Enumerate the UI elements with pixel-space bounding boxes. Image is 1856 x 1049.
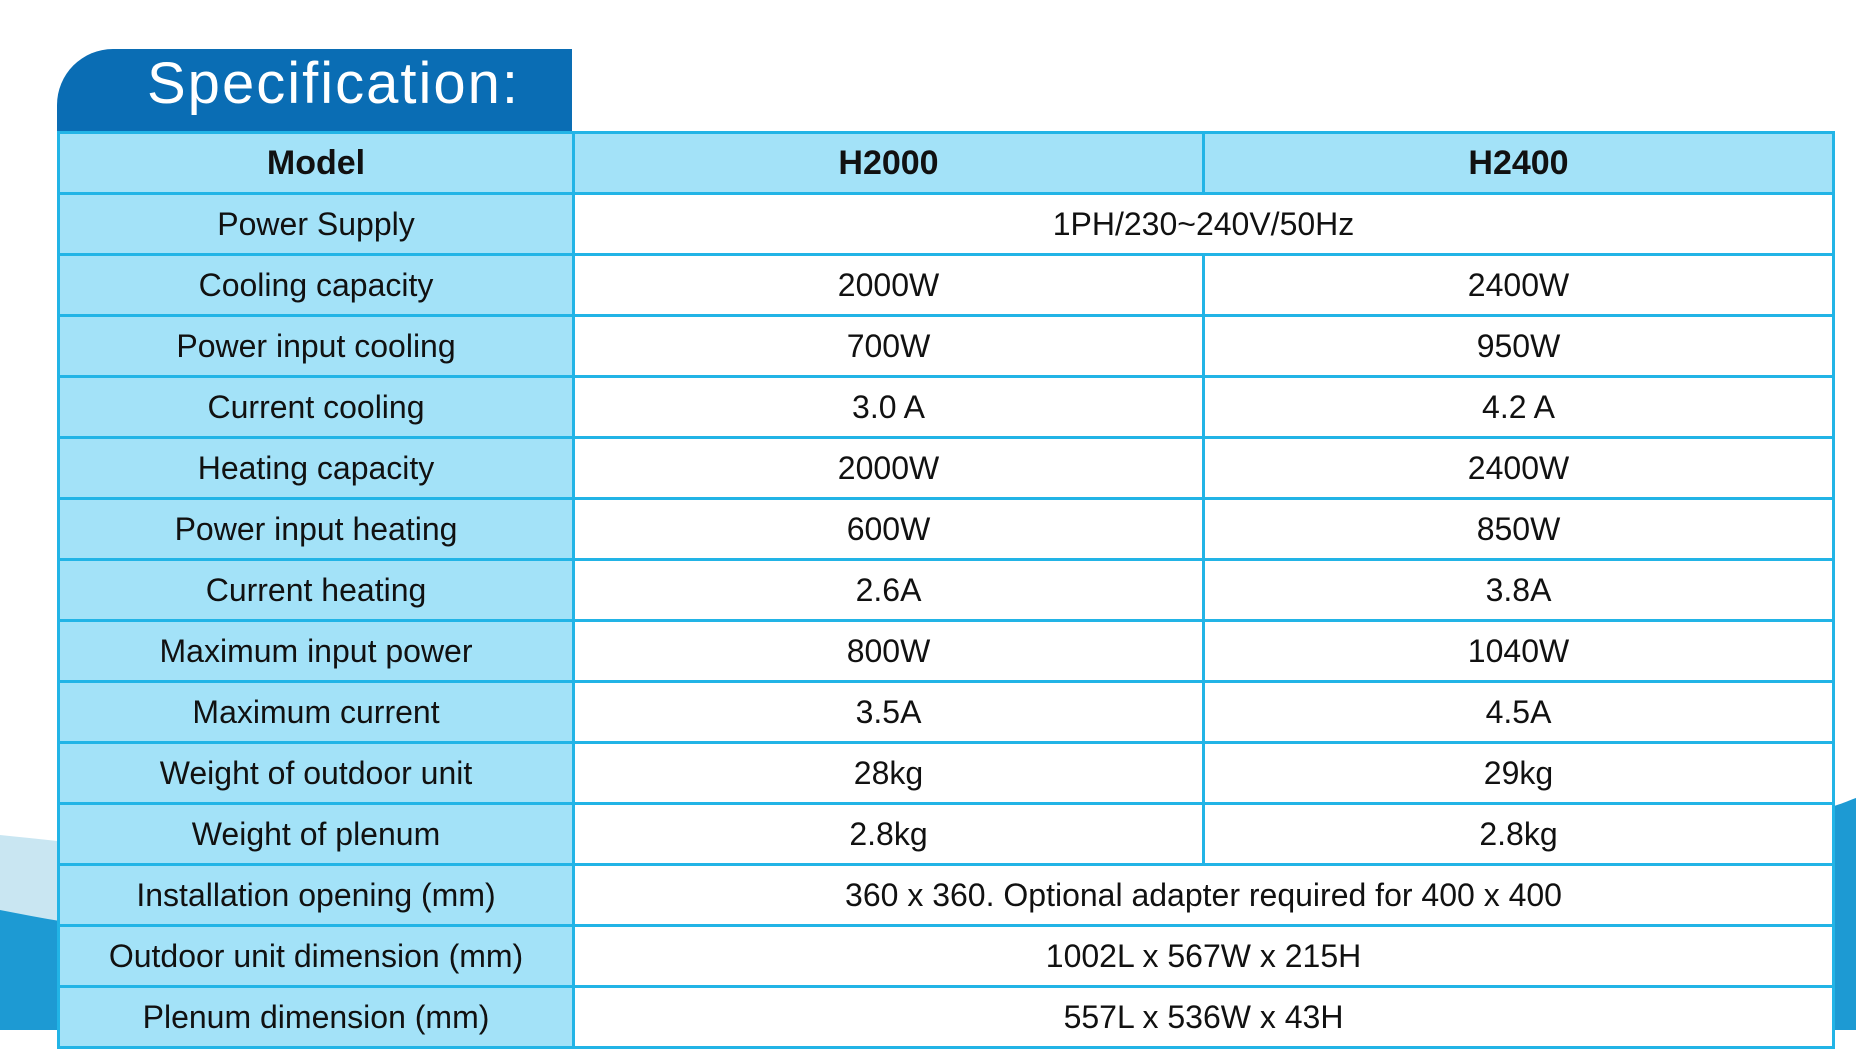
row-label: Current heating (59, 560, 574, 621)
spec-table (57, 131, 1835, 1049)
table-row (59, 682, 1834, 743)
value-cell: 2000W (574, 438, 1204, 499)
table-row (59, 499, 1834, 560)
column-header-model-1: H2000 (574, 133, 1204, 194)
value-cell: 1040W (1204, 621, 1834, 682)
row-label: Maximum input power (59, 621, 574, 682)
row-label: Maximum current (59, 682, 574, 743)
row-label: Plenum dimension (mm) (59, 987, 574, 1048)
table-row (59, 865, 1834, 926)
column-header-model-2: H2400 (1204, 133, 1834, 194)
row-label: Installation opening (mm) (59, 865, 574, 926)
value-cell: 4.5A (1204, 682, 1834, 743)
column-header-model: Model (59, 133, 574, 194)
value-cell: 800W (574, 621, 1204, 682)
table-row (59, 438, 1834, 499)
value-cell: 2.8kg (1204, 804, 1834, 865)
row-label: Weight of plenum (59, 804, 574, 865)
table-row (59, 743, 1834, 804)
row-label: Power Supply (59, 194, 574, 255)
spec-title: Specification: (147, 51, 520, 116)
value-cell: 3.0 A (574, 377, 1204, 438)
value-cell: 29kg (1204, 743, 1834, 804)
table-row (59, 377, 1834, 438)
value-cell: 3.8A (1204, 560, 1834, 621)
value-cell: 950W (1204, 316, 1834, 377)
value-cell: 28kg (574, 743, 1204, 804)
row-label: Weight of outdoor unit (59, 743, 574, 804)
table-row (59, 621, 1834, 682)
value-cell: 600W (574, 499, 1204, 560)
row-label: Heating capacity (59, 438, 574, 499)
table-row (59, 316, 1834, 377)
shared-value-cell: 1002L x 567W x 215H (574, 926, 1834, 987)
value-cell: 2400W (1204, 255, 1834, 316)
row-label: Cooling capacity (59, 255, 574, 316)
value-cell: 850W (1204, 499, 1834, 560)
value-cell: 2000W (574, 255, 1204, 316)
value-cell: 700W (574, 316, 1204, 377)
value-cell: 3.5A (574, 682, 1204, 743)
shared-value-cell: 557L x 536W x 43H (574, 987, 1834, 1048)
table-row (59, 987, 1834, 1048)
row-label: Current cooling (59, 377, 574, 438)
row-label: Outdoor unit dimension (mm) (59, 926, 574, 987)
table-row (59, 560, 1834, 621)
value-cell: 2.6A (574, 560, 1204, 621)
value-cell: 4.2 A (1204, 377, 1834, 438)
table-row (59, 804, 1834, 865)
value-cell: 2.8kg (574, 804, 1204, 865)
table-row (59, 255, 1834, 316)
table-row (59, 194, 1834, 255)
table-row (59, 926, 1834, 987)
table-header-row (59, 133, 1834, 194)
row-label: Power input cooling (59, 316, 574, 377)
shared-value-cell: 360 x 360. Optional adapter required for 400 x 400 (574, 865, 1834, 926)
row-label: Power input heating (59, 499, 574, 560)
spec-title-tab (57, 49, 572, 131)
shared-value-cell: 1PH/230~240V/50Hz (574, 194, 1834, 255)
value-cell: 2400W (1204, 438, 1834, 499)
